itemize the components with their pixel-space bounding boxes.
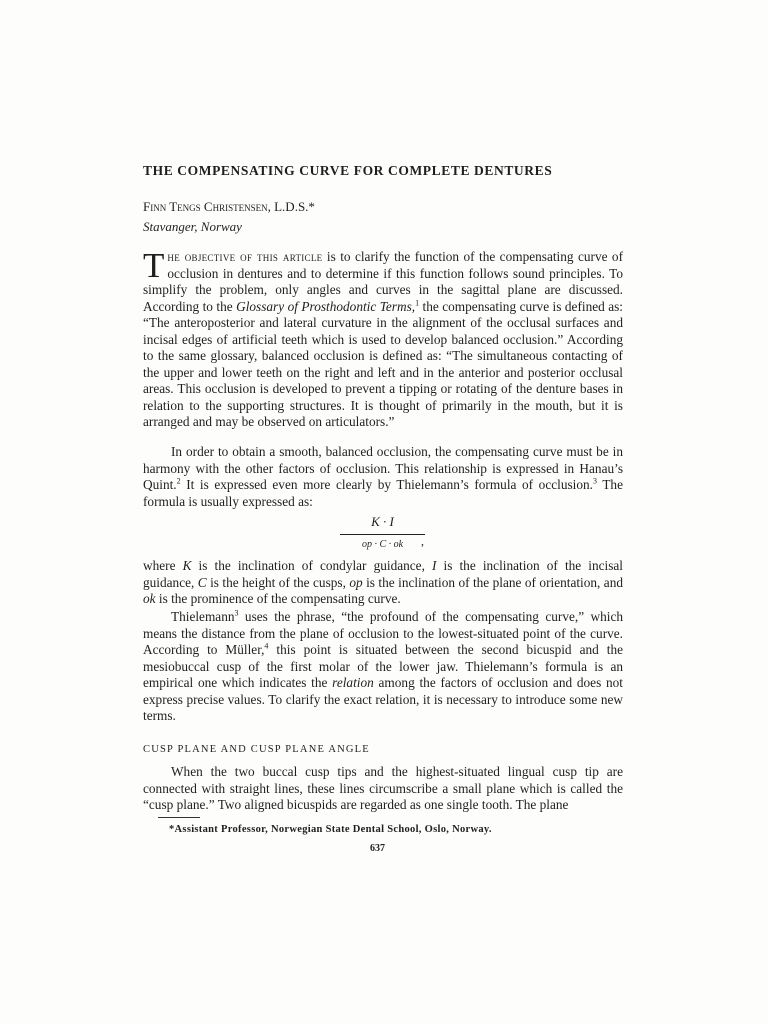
paragraph-1-text-b: the compensating curve is defined as: “The anteroposterior and lateral curvature in the alignment of the occlusal surfaces and incisal edges of artificial teeth which is used to develop balanced occlusion.” According to the same glossary, balanced occlusion is defined as: “The simultaneous contacting of the upper and lower teeth on the right and left and in the anterior and posterior occlusal areas. This occlusion is developed to prevent a tipping or rotating of the denture bases in relation to the supporting structures. It is thought of primarily in the mouth, but it is arranged and may be observed on articulators.” (143, 298, 623, 429)
footnote-divider (158, 817, 200, 818)
var-op: op (349, 574, 363, 590)
author-name: Finn Tengs Christensen (143, 199, 268, 214)
var-c: C (197, 574, 207, 590)
reference-4: 4 (264, 641, 269, 651)
glossary-title: Glossary of Prosthodontic Terms, (236, 298, 416, 314)
formula-denominator: op · C · ok (361, 539, 404, 550)
var-ok: ok (143, 591, 156, 606)
paragraph-2-text-c: The formula is usually expressed as: (143, 477, 623, 509)
occlusion-formula (340, 514, 425, 550)
formula-comma: , (421, 534, 424, 548)
paragraph-4-text-a: Thielemann (171, 609, 235, 624)
paragraph-2-text-b: It is expressed even more clearly by Thielemann’s formula of occlusion. (180, 477, 593, 492)
formula-numerator: K · I (371, 514, 394, 529)
paragraph-3-t2: is the inclination of condylar guidance, (191, 558, 432, 573)
paragraph-1-lead: he objective of this article (167, 249, 323, 264)
article-title: THE COMPENSATING CURVE FOR COMPLETE DENTURES (143, 163, 553, 178)
var-i: I (432, 558, 437, 573)
drop-cap: T (143, 246, 165, 285)
paragraph-4 (143, 609, 623, 725)
paragraph-3-t5: is the inclination of the plane of orientation, and (362, 574, 624, 590)
paragraph-5 (143, 764, 623, 814)
fraction-bar (340, 534, 425, 535)
paragraph-2-text-a: In order to obtain a smooth, balanced occlusion, the compensating curve must be in harmony with the other factors of occlusion. This relationship is expressed in Hanau’s Quint. (143, 444, 623, 492)
author-degree: , L.D.S.* (267, 199, 315, 214)
reference-3b: 3 (234, 608, 239, 618)
paragraph-3-t1: where (143, 558, 183, 573)
reference-2: 2 (176, 476, 181, 486)
reference-1: 1 (415, 298, 420, 308)
page-number: 637 (370, 843, 385, 854)
author-affiliation: Stavanger, Norway (143, 219, 242, 234)
author-line (143, 199, 315, 215)
paragraph-3-t3: is the inclination of the incisal guidance, (143, 558, 623, 590)
paragraph-3-t6: is the prominence of the compensating curve. (155, 591, 401, 606)
paragraph-1-text-a: is to clarify the function of the compensating curve of occlusion in dentures and to determine if this function follows sound principles. To simplify the problem, only angles and curves in the sagittal plane are discussed. According to the (143, 249, 623, 314)
paragraph-5-text: When the two buccal cusp tips and the highest-situated lingual cusp tip are connected with straight lines, these lines circumscribe a small plane which is called the “cusp plane.” Two aligned bicuspids are regarded as one single tooth. The plane (143, 764, 623, 812)
paragraph-1 (143, 246, 623, 431)
section-heading: CUSP PLANE AND CUSP PLANE ANGLE (143, 744, 370, 755)
footnote: *Assistant Professor, Norwegian State Dental School, Oslo, Norway. (169, 824, 492, 835)
var-k: K (182, 558, 192, 573)
paragraph-4-text-b: uses the phrase, “the profound of the compensating curve,” which means the distance from the plane of occlusion to the lowest-situated point of the curve. According to Müller, (143, 609, 623, 657)
paragraph-2 (143, 444, 623, 510)
reference-3: 3 (592, 476, 597, 486)
paragraph-3 (143, 558, 623, 608)
paragraph-4-text-d: among the factors of occlusion and does not express precise values. To clarify the exact relation, it is necessary to introduce some new terms. (143, 675, 623, 723)
paragraph-4-text-c: this point is situated between the second bicuspid and the mesiobuccal cusp of the first molar of the lower jaw. Thielemann’s formula is an empirical one which indicates the (143, 642, 623, 690)
relation-italic: relation (332, 675, 374, 690)
paragraph-3-t4: is the height of the cusps, (206, 574, 350, 590)
